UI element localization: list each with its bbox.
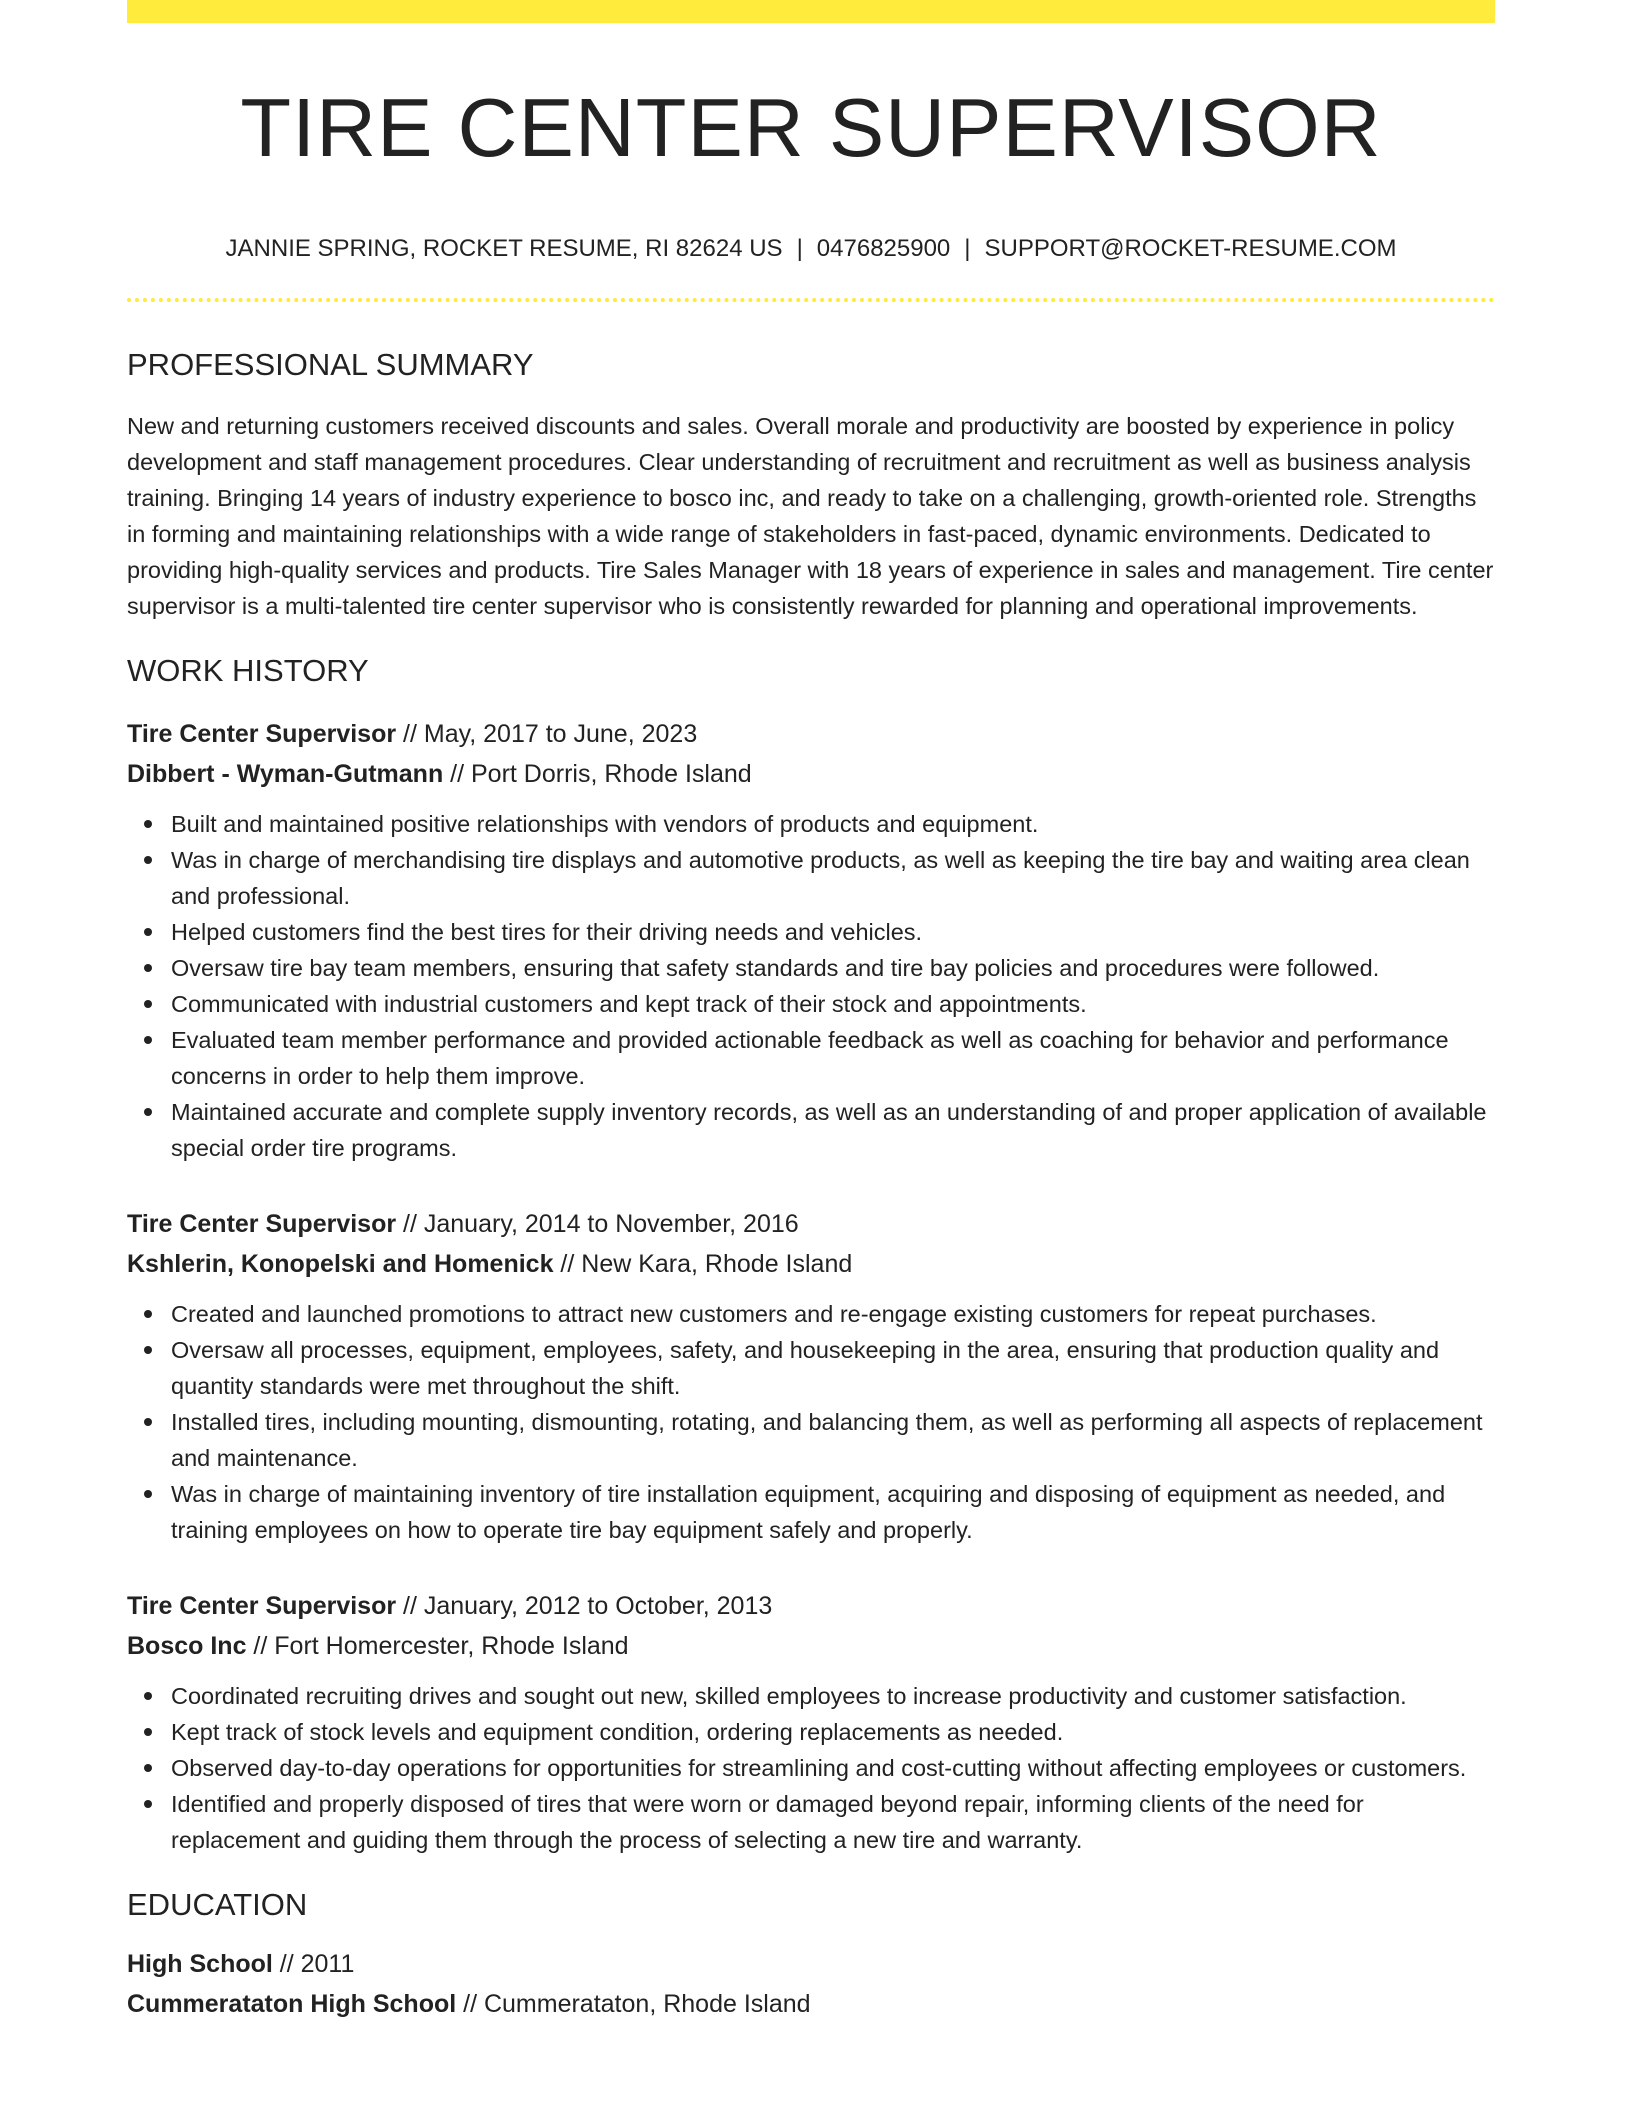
job-company-line bbox=[127, 1626, 1495, 1666]
education-degree: High School bbox=[127, 1950, 273, 1978]
job-bullet: Was in charge of maintaining inventory of tire installation equipment, acquiring and disposing of equipment as needed, and training employees on how to operate tire bay equipment safely and properly. bbox=[171, 1476, 1495, 1548]
work-history-heading: WORK HISTORY bbox=[127, 653, 369, 688]
job-dates: // January, 2014 to November, 2016 bbox=[396, 1210, 799, 1238]
job-location: // New Kara, Rhode Island bbox=[553, 1250, 853, 1278]
summary-heading: PROFESSIONAL SUMMARY bbox=[127, 347, 534, 382]
work-history-section bbox=[127, 652, 1495, 1858]
education-school-line bbox=[127, 1984, 1495, 2024]
job-bullets bbox=[127, 1678, 1495, 1858]
education-year: // 2011 bbox=[272, 1950, 355, 1978]
job-bullet: Built and maintained positive relationships with vendors of products and equipment. bbox=[171, 806, 1495, 842]
job-bullet: Helped customers find the best tires for their driving needs and vehicles. bbox=[171, 914, 1495, 950]
job-bullet: Created and launched promotions to attract new customers and re-engage existing customers for repeat purchases. bbox=[171, 1296, 1495, 1332]
resume-content bbox=[127, 78, 1495, 2024]
job-title-line bbox=[127, 1586, 1495, 1626]
contact-phone: 0476825900 bbox=[816, 235, 951, 262]
job-company: Bosco Inc bbox=[127, 1632, 247, 1660]
education-list bbox=[127, 1944, 1495, 2024]
resume-title: TIRE CENTER SUPERVISOR bbox=[240, 81, 1382, 174]
job-role: Tire Center Supervisor bbox=[127, 1592, 397, 1620]
job-bullet: Identified and properly disposed of tires that were worn or damaged beyond repair, informing clients of the need for replacement and guiding them through the process of selecting a new tire and warranty. bbox=[171, 1786, 1495, 1858]
contact-separator: | bbox=[964, 235, 971, 262]
education-section bbox=[127, 1886, 1495, 2024]
job-role: Tire Center Supervisor bbox=[127, 720, 397, 748]
job-bullet: Evaluated team member performance and provided actionable feedback as well as coaching for behavior and performance concerns in order to help them improve. bbox=[171, 1022, 1495, 1094]
job-bullet: Observed day-to-day operations for opportunities for streamlining and cost-cutting without affecting employees or customers. bbox=[171, 1750, 1495, 1786]
job-bullets bbox=[127, 1296, 1495, 1548]
job-title-line bbox=[127, 714, 1495, 754]
job-bullets bbox=[127, 806, 1495, 1166]
summary-section bbox=[127, 346, 1495, 624]
job-entry bbox=[127, 1204, 1495, 1548]
education-school: Cummeratаton High School bbox=[127, 1990, 457, 2018]
job-list bbox=[127, 714, 1495, 1858]
summary-text: New and returning customers received discounts and sales. Overall morale and productivity are boosted by experience in policy development and staff management procedures. Clear understanding of recruitment and recruitment as well as business analysis training. Bringing 14 years of industry experience to bosco inc, and ready to take on a challenging, growth-oriented role. Strengths in forming and maintaining relationships with a wide range of stakeholders in fast-paced, dynamic environments. Dedicated to providing high-quality services and products. Tire Sales Manager with 18 years of experience in sales and management. Tire center supervisor is a multi-talented tire center supervisor who is consistently rewarded for planning and operational improvements. bbox=[127, 413, 1494, 619]
contact-email: SUPPORT@ROCKET-RESUME.COM bbox=[984, 235, 1397, 262]
job-company: Dibbert - Wyman-Gutmann bbox=[127, 760, 444, 788]
job-entry bbox=[127, 714, 1495, 1166]
education-heading: EDUCATION bbox=[127, 1887, 308, 1922]
job-location: // Fort Homercester, Rhode Island bbox=[246, 1632, 629, 1660]
job-role: Tire Center Supervisor bbox=[127, 1210, 397, 1238]
job-company-line bbox=[127, 754, 1495, 794]
education-location: // Cummeratаton, Rhode Island bbox=[456, 1990, 811, 2018]
job-location: // Port Dorris, Rhode Island bbox=[443, 760, 752, 788]
job-bullet: Maintained accurate and complete supply inventory records, as well as an understanding of and proper application of available special order tire programs. bbox=[171, 1094, 1495, 1166]
job-company: Kshlerin, Konopelski and Homenick bbox=[127, 1250, 554, 1278]
job-company-line bbox=[127, 1244, 1495, 1284]
job-bullet: Was in charge of merchandising tire displays and automotive products, as well as keeping the tire bay and waiting area clean and professional. bbox=[171, 842, 1495, 914]
job-title-line bbox=[127, 1204, 1495, 1244]
job-bullet: Installed tires, including mounting, dismounting, rotating, and balancing them, as well as performing all aspects of replacement and maintenance. bbox=[171, 1404, 1495, 1476]
education-entry bbox=[127, 1944, 1495, 2024]
job-dates: // May, 2017 to June, 2023 bbox=[396, 720, 698, 748]
job-entry bbox=[127, 1586, 1495, 1858]
job-bullet: Coordinated recruiting drives and sought out new, skilled employees to increase productivity and customer satisfaction. bbox=[171, 1678, 1495, 1714]
job-bullet: Oversaw all processes, equipment, employees, safety, and housekeeping in the area, ensuring that production quality and quantity standards were met throughout the shift. bbox=[171, 1332, 1495, 1404]
contact-separator: | bbox=[796, 235, 803, 262]
job-bullet: Oversaw tire bay team members, ensuring that safety standards and tire bay policies and procedures were followed. bbox=[171, 950, 1495, 986]
job-bullet: Communicated with industrial customers and kept track of their stock and appointments. bbox=[171, 986, 1495, 1022]
job-bullet: Kept track of stock levels and equipment condition, ordering replacements as needed. bbox=[171, 1714, 1495, 1750]
dotted-divider bbox=[127, 298, 1495, 302]
contact-line bbox=[127, 234, 1495, 264]
job-dates: // January, 2012 to October, 2013 bbox=[396, 1592, 773, 1620]
education-degree-line bbox=[127, 1944, 1495, 1984]
accent-top-bar bbox=[127, 0, 1495, 23]
contact-address: JANNIE SPRING, ROCKET RESUME, RI 82624 US bbox=[225, 235, 783, 262]
